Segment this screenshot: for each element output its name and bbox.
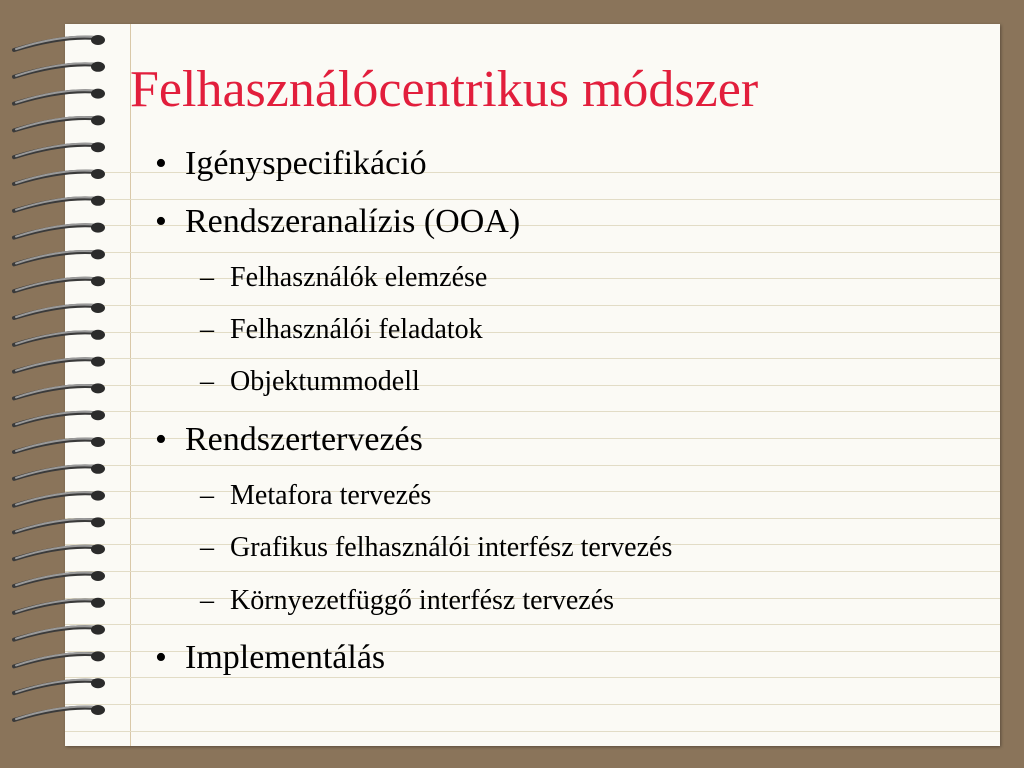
spiral-coil [14,276,105,291]
spiral-coil [14,651,105,666]
spiral-coil [14,437,105,452]
ruled-line [65,411,1000,412]
bullet-item [155,138,427,190]
spiral-coil [14,115,105,130]
bullet-marker: • [155,639,167,676]
spiral-coil [14,196,105,211]
bullet-marker: • [155,145,167,182]
spiral-coil [14,410,105,425]
sub-item [200,356,420,408]
spiral-coil [14,303,105,318]
spiral-coil [14,491,105,506]
sub-item [200,252,487,304]
sub-item-text: Objektummodell [230,366,420,397]
spiral-coil [14,330,105,345]
spiral-coil [14,169,105,184]
spiral-coil [14,89,105,104]
spiral-coil [14,357,105,372]
ruled-line [65,704,1000,705]
spiral-coil [14,678,105,693]
bullet-marker: • [155,421,167,458]
sub-item-text: Felhasználói feladatok [230,314,483,345]
bullet-text: Rendszertervezés [185,421,423,458]
spiral-coil [14,249,105,264]
spiral-coil [14,598,105,613]
spiral-coil [14,517,105,532]
ruled-line [65,731,1000,732]
spiral-coil [14,223,105,238]
bullet-item [155,632,385,684]
dash-marker: – [200,532,214,563]
slide-title: Felhasználócentrikus módszer [130,61,759,118]
sub-item [200,304,483,356]
spiral-binding-icon [0,24,115,746]
spiral-coil [14,35,105,50]
spiral-coil [14,544,105,559]
bullet-text: Implementálás [185,639,386,676]
sub-item [200,522,672,574]
sub-item-text: Környezetfüggő interfész tervezés [230,585,615,616]
spiral-coil [14,62,105,77]
spiral-coil [14,464,105,479]
sub-item [200,575,614,627]
spiral-coil [14,383,105,398]
spiral-coil [14,705,105,720]
bullet-item [155,414,423,466]
bullet-marker: • [155,203,167,240]
dash-marker: – [200,585,214,616]
bullet-text: Rendszeranalízis (OOA) [185,203,521,240]
sub-item-text: Metafora tervezés [230,480,432,511]
dash-marker: – [200,314,214,345]
spiral-coil [14,625,105,640]
sub-item-text: Felhasználók elemzése [230,262,488,293]
sub-item [200,470,431,522]
bullet-item [155,196,520,248]
dash-marker: – [200,366,214,397]
sub-item-text: Grafikus felhasználói interfész tervezés [230,532,673,563]
bullet-text: Igényspecifikáció [185,145,427,182]
spiral-coil [14,571,105,586]
spiral-coil [14,142,105,157]
dash-marker: – [200,262,214,293]
dash-marker: – [200,480,214,511]
